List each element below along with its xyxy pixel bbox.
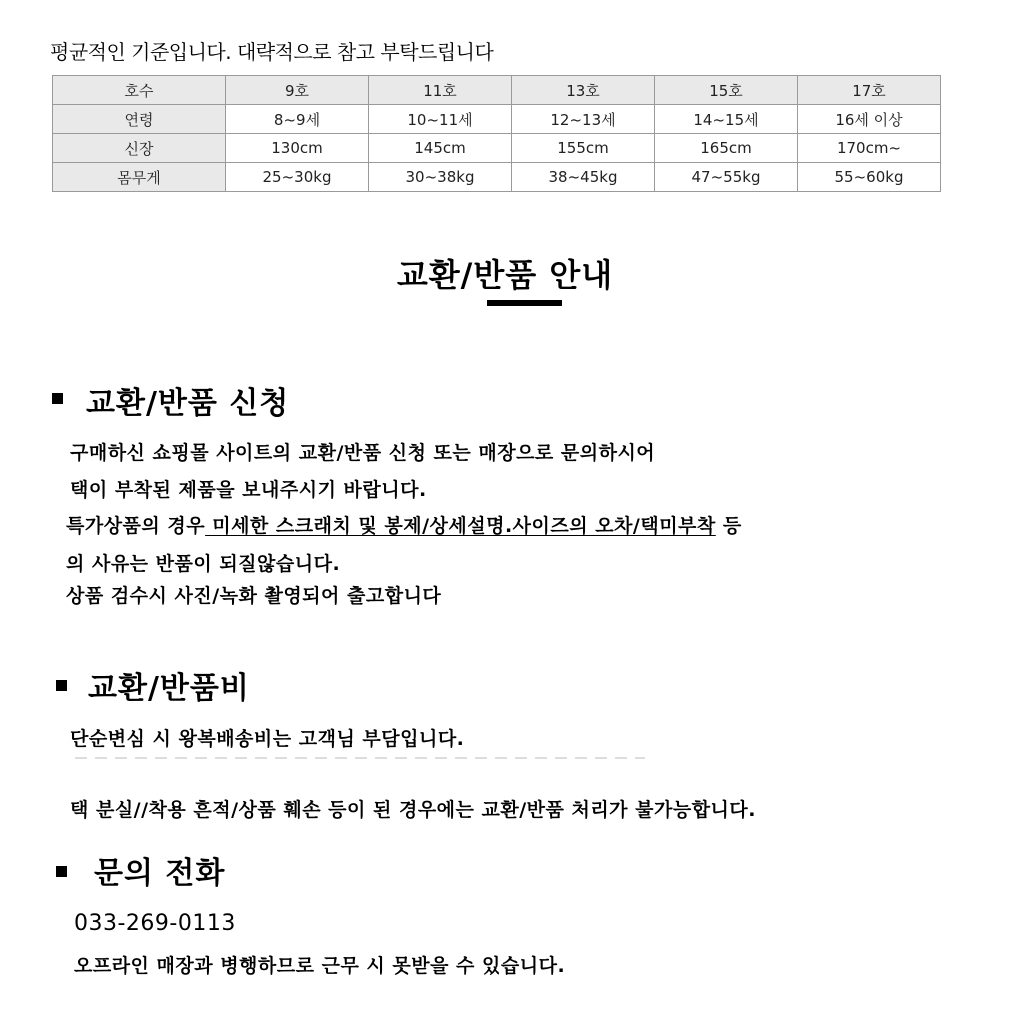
apply-line-3-post: 등 <box>715 515 742 537</box>
table-cell: 170cm~ <box>798 134 941 163</box>
square-bullet-icon <box>52 393 63 404</box>
table-cell: 165cm <box>655 134 798 163</box>
table-header-cell: 15호 <box>655 76 798 105</box>
table-header-cell: 9호 <box>226 76 369 105</box>
table-row <box>53 163 941 192</box>
table-header-cell: 13호 <box>512 76 655 105</box>
size-table <box>52 75 941 192</box>
table-cell: 12~13세 <box>512 105 655 134</box>
title-underline-bar <box>487 300 562 306</box>
table-cell: 155cm <box>512 134 655 163</box>
table-cell: 신장 <box>53 134 226 163</box>
square-bullet-icon <box>56 866 67 877</box>
table-cell: 10~11세 <box>369 105 512 134</box>
table-cell: 47~55kg <box>655 163 798 192</box>
table-header-cell: 11호 <box>369 76 512 105</box>
apply-line-2: 택이 부착된 제품을 보내주시기 바랍니다. <box>70 479 427 501</box>
apply-line-3-underlined: 미세한 스크래치 및 봉제/상세설명.사이즈의 오차/택미부착 <box>205 515 716 537</box>
table-cell: 145cm <box>369 134 512 163</box>
table-cell: 25~30kg <box>226 163 369 192</box>
section-heading-apply: 교환/반품 신청 <box>86 386 290 421</box>
apply-line-3 <box>66 511 742 538</box>
table-cell: 130cm <box>226 134 369 163</box>
faint-divider <box>75 757 645 759</box>
apply-line-3-pre: 특가상품의 경우 <box>66 515 206 537</box>
table-header-cell: 17호 <box>798 76 941 105</box>
table-header-row <box>53 76 941 105</box>
apply-line-4: 의 사유는 반품이 되질않습니다. <box>66 553 341 575</box>
fee-line-2: 택 분실//착용 흔적/상품 훼손 등이 된 경우에는 교환/반품 처리가 불가능합니다. <box>70 799 756 821</box>
table-row <box>53 134 941 163</box>
apply-line-5: 상품 검수시 사진/녹화 촬영되어 출고합니다 <box>66 585 442 607</box>
contact-phone: 033-269-0113 <box>74 911 236 936</box>
page-title: 교환/반품 안내 <box>396 256 614 294</box>
size-note: 평균적인 기준입니다. 대략적으로 참고 부탁드립니다 <box>50 40 494 64</box>
section-heading-fee: 교환/반품비 <box>88 671 250 706</box>
table-cell: 30~38kg <box>369 163 512 192</box>
fee-line-1: 단순변심 시 왕복배송비는 고객님 부담입니다. <box>70 728 465 750</box>
apply-line-1: 구매하신 쇼핑몰 사이트의 교환/반품 신청 또는 매장으로 문의하시어 <box>70 442 656 464</box>
table-row <box>53 105 941 134</box>
table-cell: 14~15세 <box>655 105 798 134</box>
section-heading-contact: 문의 전화 <box>94 856 226 891</box>
square-bullet-icon <box>56 680 67 691</box>
table-cell: 몸무게 <box>53 163 226 192</box>
table-cell: 16세 이상 <box>798 105 941 134</box>
table-cell: 55~60kg <box>798 163 941 192</box>
table-cell: 8~9세 <box>226 105 369 134</box>
table-cell: 연령 <box>53 105 226 134</box>
contact-line-1: 오프라인 매장과 병행하므로 근무 시 못받을 수 있습니다. <box>74 955 566 977</box>
table-header-cell: 호수 <box>53 76 226 105</box>
table-cell: 38~45kg <box>512 163 655 192</box>
